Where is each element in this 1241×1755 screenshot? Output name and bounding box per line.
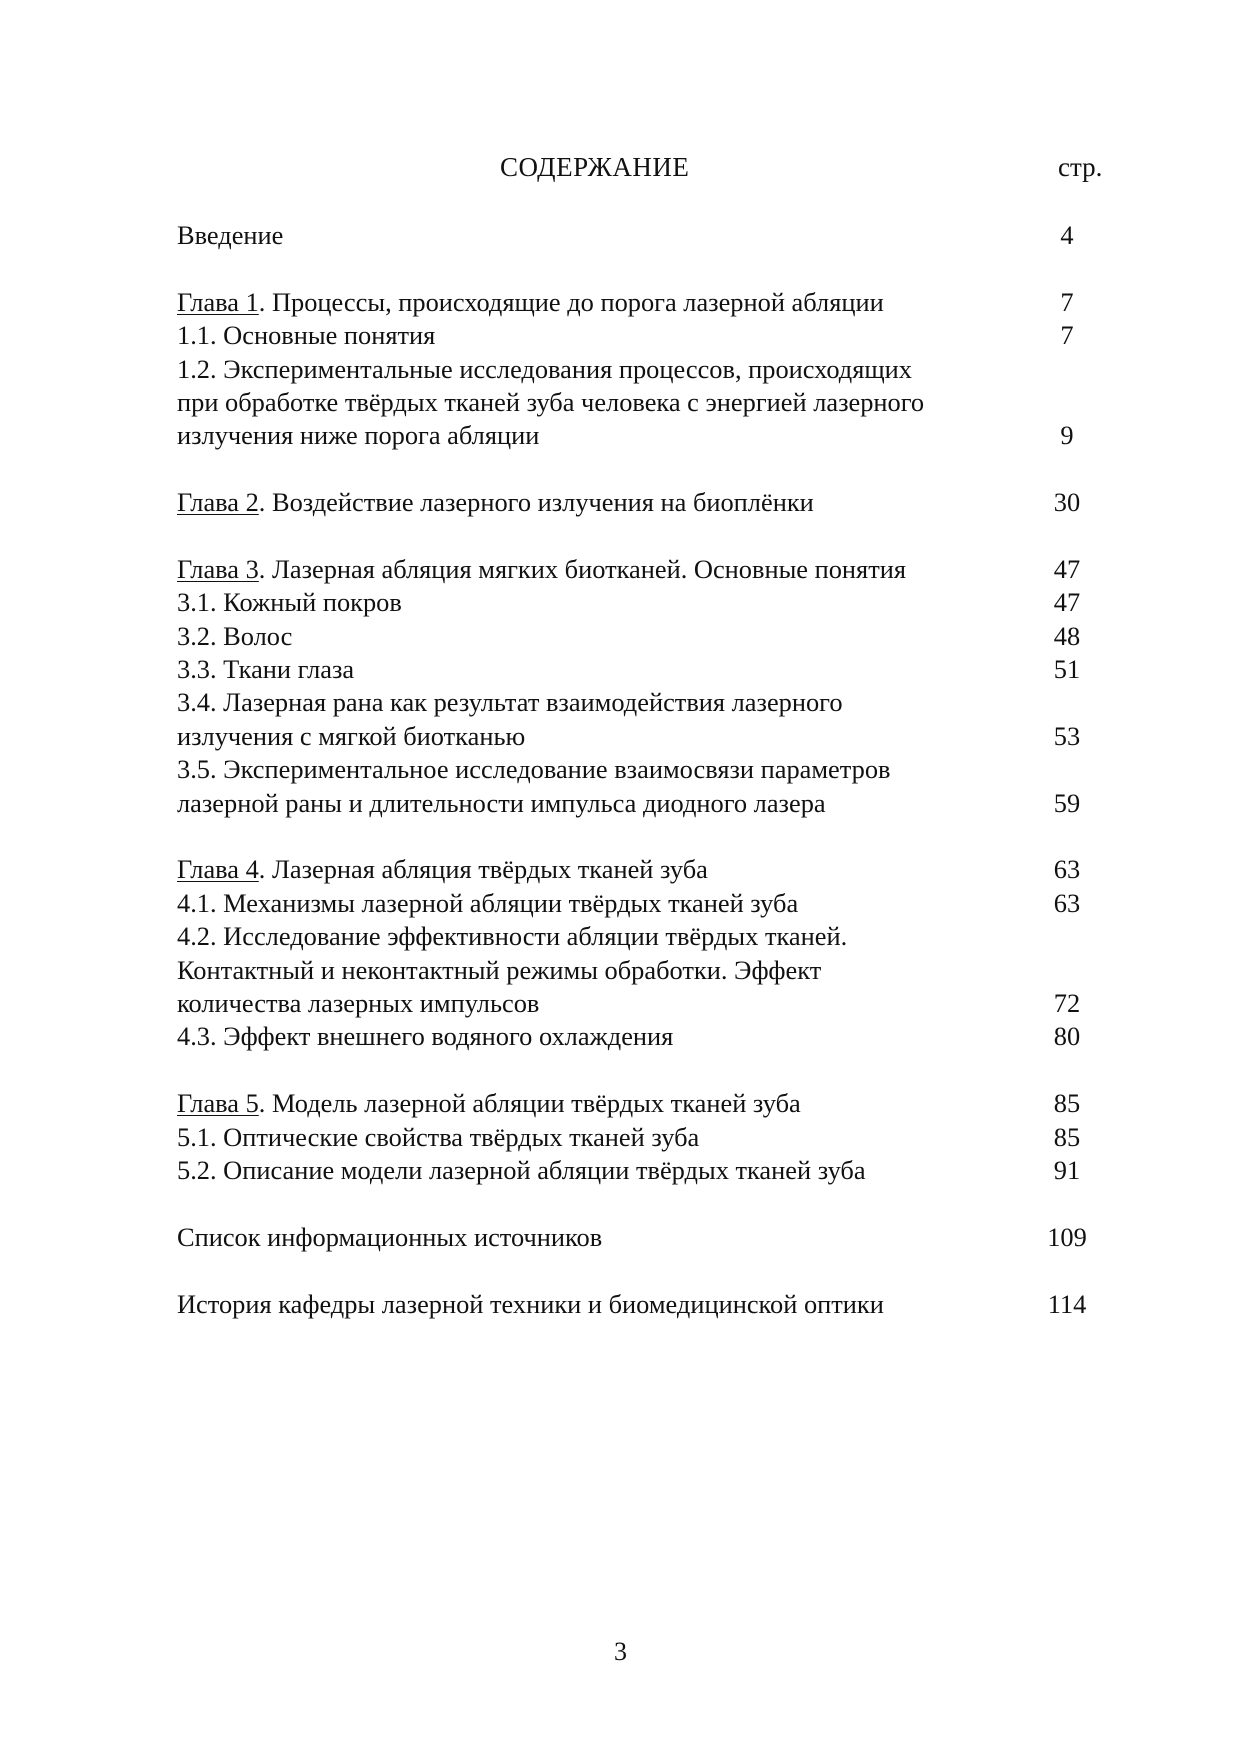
page-title: СОДЕРЖАНИЕ — [500, 152, 690, 182]
toc-section-3-3 — [177, 653, 1107, 686]
toc-entry-text: 5.1. Оптические свойства твёрдых тканей зуба — [177, 1121, 700, 1152]
toc-page-number: 85 — [1053, 1088, 1081, 1119]
toc-section-5-2 — [177, 1154, 1107, 1187]
toc-page-number: 47 — [1053, 587, 1081, 618]
toc-entry-text: 5.2. Описание модели лазерной абляции твёрдых тканей зуба — [177, 1154, 866, 1185]
chapter-title: . Процессы, происходящие до порога лазерной абляции — [258, 286, 884, 317]
toc-section-1-2-line-3 — [177, 419, 1107, 452]
toc-section-4-1 — [177, 887, 1107, 920]
toc-section-3-5-line-1 — [177, 753, 1107, 786]
toc-section-3-1 — [177, 586, 1107, 619]
toc-entry-text: 3.3. Ткани глаза — [177, 654, 355, 685]
toc-page-number: 63 — [1053, 854, 1081, 885]
toc-page-number: 47 — [1053, 553, 1081, 584]
toc-section-1-1 — [177, 319, 1107, 352]
toc-section-1-2-line-2 — [177, 386, 1107, 419]
toc-entry-text: 3.2. Волос — [177, 620, 293, 651]
toc-section-4-2-line-1 — [177, 920, 1107, 953]
toc-chapter-1 — [177, 286, 1107, 319]
toc-section-4-2-line-3 — [177, 987, 1107, 1020]
toc-page-number: 7 — [1060, 286, 1074, 317]
toc-section-3-4-line-1 — [177, 686, 1107, 719]
toc-entry-text: количества лазерных импульсов — [177, 987, 540, 1018]
toc-chapter-5 — [177, 1087, 1107, 1120]
chapter-label: Глава 3 — [177, 553, 259, 584]
toc-entry-intro — [177, 219, 1107, 252]
toc-entry-text: 3.4. Лазерная рана как результат взаимодействия лазерного — [177, 687, 843, 718]
toc-page-number: 114 — [1047, 1288, 1087, 1319]
toc-entry-text: История кафедры лазерной техники и биомедицинской оптики — [177, 1288, 884, 1319]
toc-entry-text: 1.1. Основные понятия — [177, 320, 436, 351]
toc-page-number: 72 — [1053, 987, 1081, 1018]
toc-section-4-2-line-2 — [177, 954, 1107, 987]
toc-page-number: 63 — [1053, 887, 1081, 918]
toc-section-3-5-line-2 — [177, 787, 1107, 820]
chapter-label: Глава 5 — [177, 1088, 259, 1119]
toc-page-number: 7 — [1060, 320, 1074, 351]
toc-entry-text: 4.1. Механизмы лазерной абляции твёрдых тканей зуба — [177, 887, 799, 918]
toc-section-3-4-line-2 — [177, 720, 1107, 753]
toc-entry-text: 1.2. Экспериментальные исследования процессов, происходящих — [177, 353, 912, 384]
toc-entry-text: Введение — [177, 220, 284, 250]
chapter-title: . Воздействие лазерного излучения на биоплёнки — [258, 487, 814, 518]
toc-page-number: 85 — [1053, 1121, 1081, 1152]
toc-entry-text: 4.2. Исследование эффективности абляции твёрдых тканей. — [177, 921, 848, 952]
toc-page-number: 48 — [1053, 620, 1081, 651]
chapter-title: . Лазерная абляция твёрдых тканей зуба — [258, 854, 708, 885]
toc-chapter-4 — [177, 853, 1107, 886]
page-column-label: стр. — [1058, 152, 1103, 182]
toc-entry-text: при обработке твёрдых тканей зуба человека с энергией лазерного — [177, 386, 925, 417]
toc-entry-history — [177, 1288, 1107, 1321]
toc-page-number: 109 — [1047, 1221, 1087, 1252]
toc-entry-text: Список информационных источников — [177, 1221, 603, 1252]
toc-page-number: 80 — [1053, 1021, 1081, 1052]
chapter-label: Глава 1 — [177, 286, 259, 317]
toc-entry-text: Контактный и неконтактный режимы обработки. Эффект — [177, 954, 822, 985]
toc-page-number: 51 — [1053, 654, 1081, 685]
toc-section-5-1 — [177, 1121, 1107, 1154]
toc-entry-text: 4.3. Эффект внешнего водяного охлаждения — [177, 1021, 674, 1052]
toc-page-number: 53 — [1053, 720, 1081, 751]
chapter-title: . Модель лазерной абляции твёрдых тканей зуба — [258, 1088, 801, 1119]
toc-entry-text: излучения ниже порога абляции — [177, 420, 540, 451]
toc-section-3-2 — [177, 620, 1107, 653]
toc-page-number: 59 — [1053, 787, 1081, 818]
toc-section-1-2-line-1 — [177, 353, 1107, 386]
chapter-label: Глава 2 — [177, 487, 259, 518]
toc-entry-text: 3.1. Кожный покров — [177, 587, 402, 618]
toc-page-number: 9 — [1060, 420, 1074, 451]
toc-section-4-3 — [177, 1020, 1107, 1053]
table-of-contents — [177, 219, 1107, 1321]
page-number: 3 — [614, 1637, 627, 1666]
toc-page-number: 4 — [1060, 220, 1074, 250]
toc-entry-sources — [177, 1221, 1107, 1254]
toc-page-number: 91 — [1053, 1154, 1081, 1185]
chapter-label: Глава 4 — [177, 854, 259, 885]
toc-chapter-2 — [177, 486, 1107, 519]
toc-entry-text: лазерной раны и длительности импульса диодного лазера — [177, 787, 826, 818]
toc-entry-text: излучения с мягкой биотканью — [177, 720, 526, 751]
toc-chapter-3 — [177, 553, 1107, 586]
chapter-title: . Лазерная абляция мягких биотканей. Основные понятия — [258, 553, 906, 584]
toc-entry-text: 3.5. Экспериментальное исследование взаимосвязи параметров — [177, 754, 891, 785]
toc-page-number: 30 — [1053, 487, 1081, 518]
